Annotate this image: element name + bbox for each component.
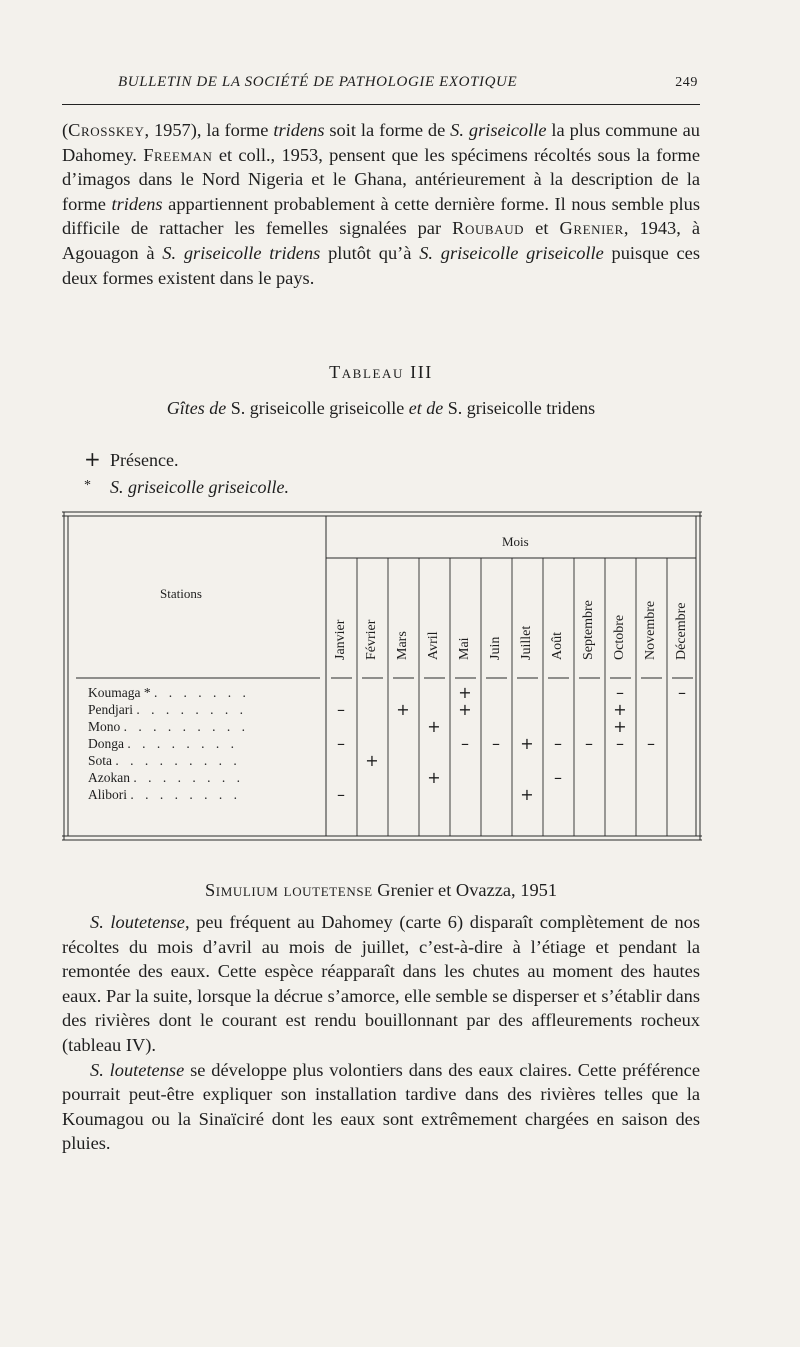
absence-mark: – (492, 734, 500, 753)
author-freeman: Freeman (143, 144, 213, 165)
taxon-tridens: tridens (273, 120, 325, 140)
station-row (88, 752, 250, 769)
absence-mark: – (337, 734, 345, 753)
table-subtitle: Gîtes de S. griseicolle griseicolle et de S. griseicolle tridens (166, 398, 596, 418)
leader-dots: . . . . . . . . . (123, 719, 250, 734)
table-title: Tableau III (329, 362, 433, 382)
legend-star: * S. griseicolle griseicolle. (84, 473, 289, 500)
leader-dots: . . . . . . . . (136, 702, 247, 717)
legend-presence: + Présence. (84, 447, 179, 471)
section-heading: Simulium loutetense Grenier et Ovazza, 1951 (204, 880, 558, 900)
presence-mark: + (427, 717, 441, 736)
table-legend (84, 446, 289, 500)
presence-mark: + (458, 683, 472, 702)
absence-mark: – (678, 683, 686, 702)
station-name: Sota (88, 753, 113, 768)
presence-mark: + (520, 734, 534, 753)
station-row (88, 735, 250, 752)
leader-dots: . . . . . . . . . (115, 753, 241, 768)
presence-mark: + (458, 700, 472, 719)
leader-dots: . . . . . . . . (127, 736, 238, 751)
header-stations: Stations (160, 586, 202, 601)
presence-mark: + (365, 751, 379, 770)
month-header: Mai (457, 637, 472, 660)
month-header: Décembre (674, 602, 689, 660)
month-header: Mars (395, 631, 410, 660)
author-crosskey: Crosskey (68, 120, 145, 140)
month-header: Juillet (519, 625, 534, 660)
taxon-s-loutetense: S. loutetense (90, 1059, 185, 1080)
absence-mark: – (616, 683, 624, 702)
absence-mark: – (554, 734, 562, 753)
taxon-s-griseicolle: S. griseicolle (450, 120, 547, 140)
presence-mark: + (613, 700, 627, 719)
month-header: Juin (488, 636, 503, 660)
month-header: Janvier (333, 619, 348, 660)
asterisk-icon: * (84, 478, 91, 493)
data-table (62, 510, 702, 842)
month-header: Novembre (643, 600, 658, 660)
station-name: Koumaga * (88, 685, 151, 700)
absence-mark: – (616, 734, 624, 753)
month-header: Septembre (581, 600, 596, 660)
absence-mark: – (461, 734, 469, 753)
taxon-s-loutetense: S. loutetense (90, 912, 185, 932)
station-list (88, 684, 250, 803)
taxon-griseicolle-griseicolle: S. griseicolle griseicolle (419, 242, 604, 263)
absence-mark: – (337, 785, 345, 804)
taxon-tridens: tridens (111, 193, 163, 214)
presence-mark: + (520, 785, 534, 804)
leader-dots: . . . . . . . . (130, 787, 241, 802)
presence-mark: + (427, 768, 441, 787)
header-rule (62, 104, 700, 105)
station-row (88, 718, 250, 735)
paragraph-2: S. loutetense, peu fréquent au Dahomey (carte 6) disparaît complètement de nos récoltes du mois d’avril au mois de juillet, c’est-à-dire à l’étiage et pendant la remontée des eaux. Cette espèce réapparaît dans les chutes au moment des hautes eaux. Par la suite, lorsque la décrue s’amorce, elle semble se disperser et s’établir dans des rivières dont le courant est rendu bouillonnant par des affleurements rocheux (tableau IV). S. loutetense se développe plus volontiers dans des eaux claires. Cette préférence pourrait peut-être expliquer son installation tardive dans des rivières telles que la Koumagou ou la Sinaïciré dont les eaux sont extrêmement chargées en saison des pluies. (62, 912, 701, 1154)
author-grenier: Grenier (559, 218, 624, 239)
station-name: Azokan (88, 770, 130, 785)
leader-dots: . . . . . . . . (133, 770, 244, 785)
journal-title: BULLETIN DE LA SOCIÉTÉ DE PATHOLOGIE EXOTIQUE (118, 74, 518, 90)
month-header: Octobre (612, 614, 627, 660)
presence-mark: + (396, 700, 410, 719)
station-name: Donga (88, 736, 124, 751)
taxon-griseicolle-tridens: S. griseicolle tridens (162, 242, 321, 263)
paragraph-1: (Crosskey, 1957), la forme tridens soit la forme de S. griseicolle la plus commune au Dahomey. Freeman et coll., 1953, pensent que les spécimens récoltés sous la forme d’imagos dans le Nord Nigeria et le Ghana, antérieurement à la description de la forme tridens appartiennent probablement à cette dernière forme. Il nous semble plus difficile de rattacher les femelles signalées par Roubaud et Grenier, 1943, à Agouagon à S. griseicolle tridens plutôt qu’à S. griseicolle griseicolle puisque ces deux formes existent dans le pays. (62, 120, 701, 288)
station-name: Mono (88, 719, 121, 734)
absence-mark: – (647, 734, 655, 753)
absence-mark: – (337, 700, 345, 719)
station-row (88, 701, 250, 718)
presence-mark: + (613, 717, 627, 736)
absence-mark: – (585, 734, 593, 753)
station-row (88, 684, 250, 701)
station-row (88, 786, 250, 803)
page-number: 249 (675, 75, 698, 90)
station-name: Pendjari (88, 702, 133, 717)
month-header: Février (364, 619, 379, 660)
month-header: Avril (426, 631, 441, 660)
month-header: Août (550, 632, 565, 660)
leader-dots: . . . . . . . (153, 685, 250, 700)
author-roubaud: Roubaud (452, 218, 525, 239)
station-name: Alibori (88, 787, 127, 802)
absence-mark: – (554, 768, 562, 787)
plus-icon: + (84, 447, 101, 471)
header-mois: Mois (502, 534, 529, 549)
station-row (88, 769, 250, 786)
